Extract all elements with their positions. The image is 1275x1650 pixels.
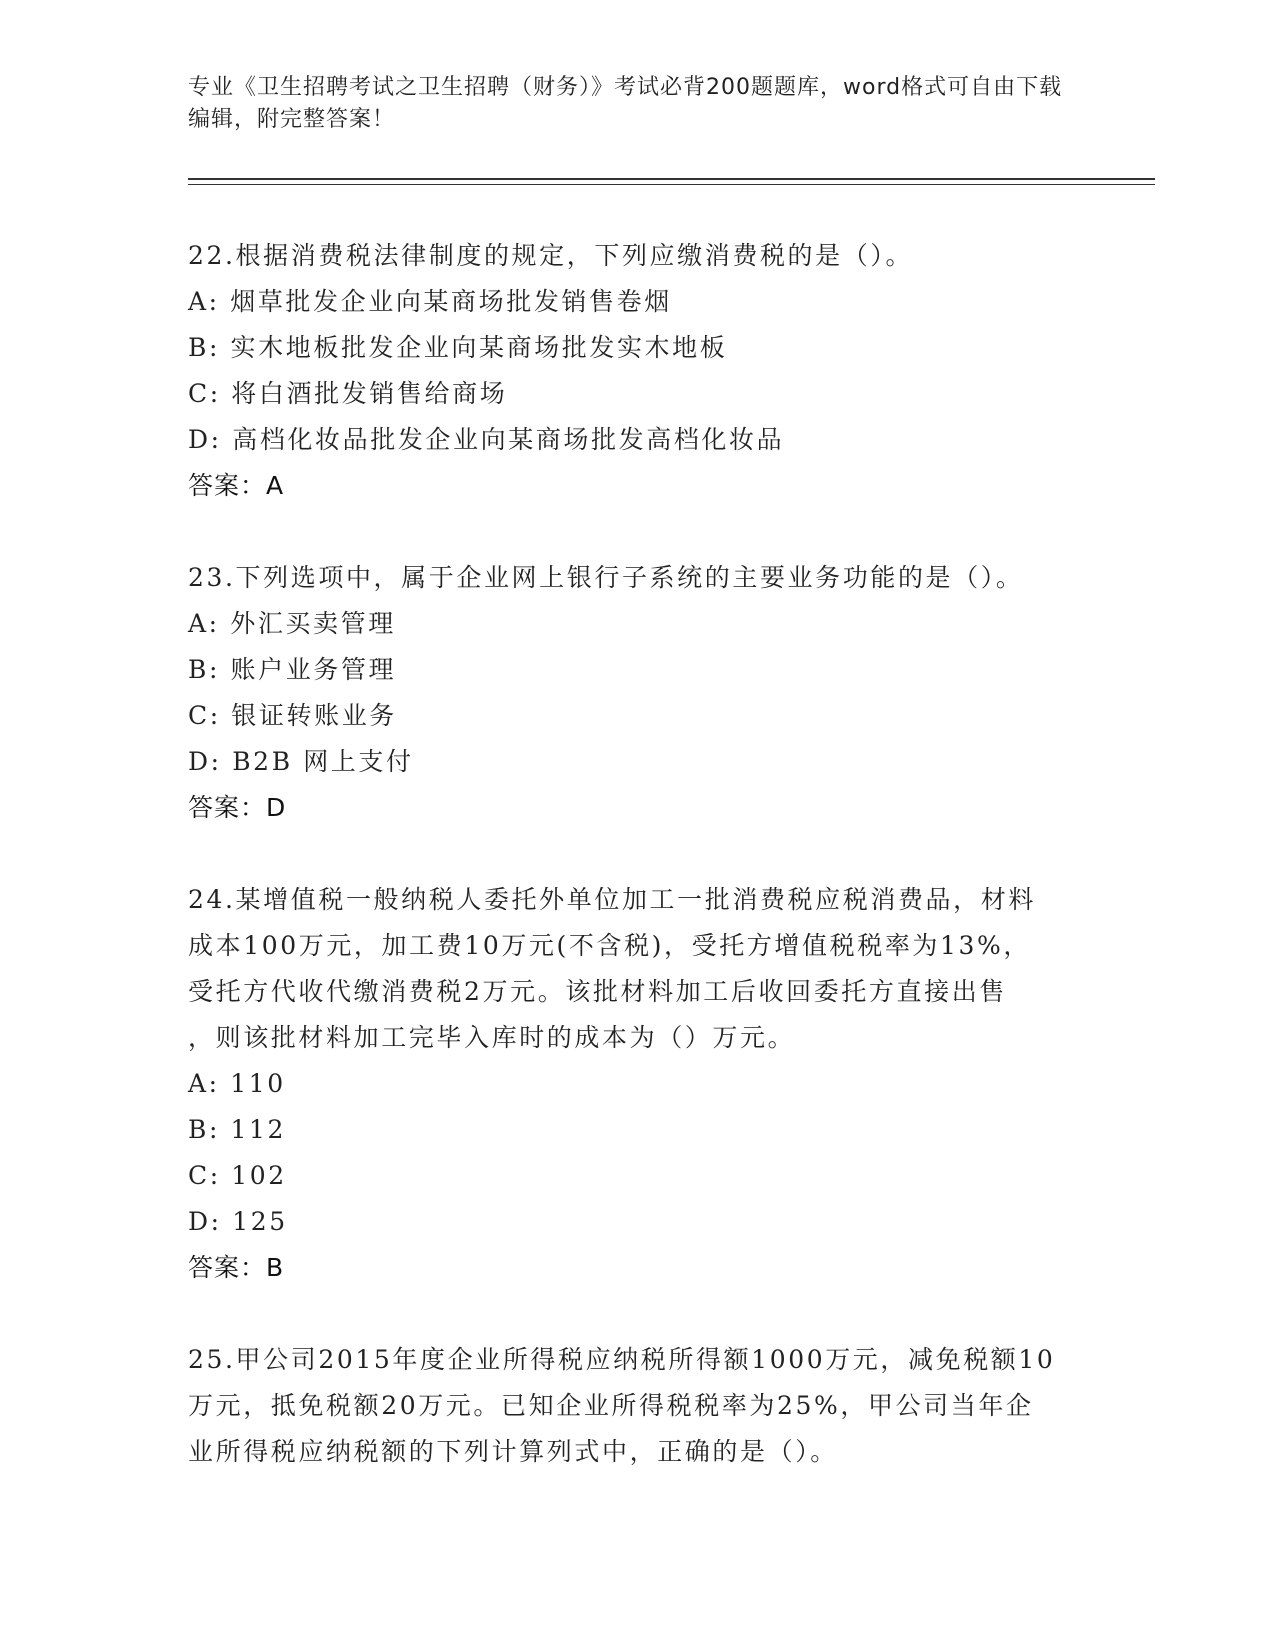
option-d: D: B2B 网上支付: [188, 747, 414, 776]
answer: 答案：A: [188, 471, 285, 500]
header-divider-thin: [188, 184, 1155, 185]
option-d: D: 高档化妆品批发企业向某商场批发高档化妆品: [188, 425, 785, 454]
option-c: C: 102: [188, 1161, 287, 1190]
option-b: B: 实木地板批发企业向某商场批发实木地板: [188, 333, 728, 362]
header-divider: [188, 178, 1155, 180]
option-a: A: 110: [188, 1069, 286, 1098]
option-a: A: 外汇买卖管理: [188, 609, 396, 638]
option-c: C: 将白酒批发销售给商场: [188, 379, 508, 408]
question-text: 25.甲公司2015年度企业所得税应纳税所得额1000万元，减免税额10 万元，抵免税额20万元。已知企业所得税税率为25%，甲公司当年企 业所得税应纳税额的下列计算列式中，正确的是（）。: [188, 1345, 1056, 1466]
answer: 答案：B: [188, 1253, 285, 1282]
question-24: [188, 877, 1088, 1291]
option-c: C: 银证转账业务: [188, 701, 397, 730]
option-a: A: 烟草批发企业向某商场批发销售卷烟: [188, 287, 672, 316]
question-text: 24.某增值税一般纳税人委托外单位加工一批消费税应税消费品，材料 成本100万元，加工费10万元(不含税)，受托方增值税税率为13%， 受托方代收代缴消费税2万元。该批材料加工后收回委托方直接出售 ，则该批材料加工完毕入库时的成本为（）万元。: [188, 885, 1036, 1052]
answer: 答案：D: [188, 793, 287, 822]
question-list: [188, 233, 1088, 1521]
question-23: [188, 555, 1088, 831]
option-b: B: 账户业务管理: [188, 655, 397, 684]
question-text: 23.下列选项中，属于企业网上银行子系统的主要业务功能的是（）。: [188, 563, 1024, 592]
question-25: [188, 1337, 1088, 1475]
document-header: 专业《卫生招聘考试之卫生招聘（财务）》考试必背200题题库，word格式可自由下载编辑，附完整答案！: [188, 75, 1063, 132]
question-text: 22.根据消费税法律制度的规定，下列应缴消费税的是（）。: [188, 241, 914, 270]
question-22: [188, 233, 1088, 509]
option-b: B: 112: [188, 1115, 287, 1144]
option-d: D: 125: [188, 1207, 288, 1236]
